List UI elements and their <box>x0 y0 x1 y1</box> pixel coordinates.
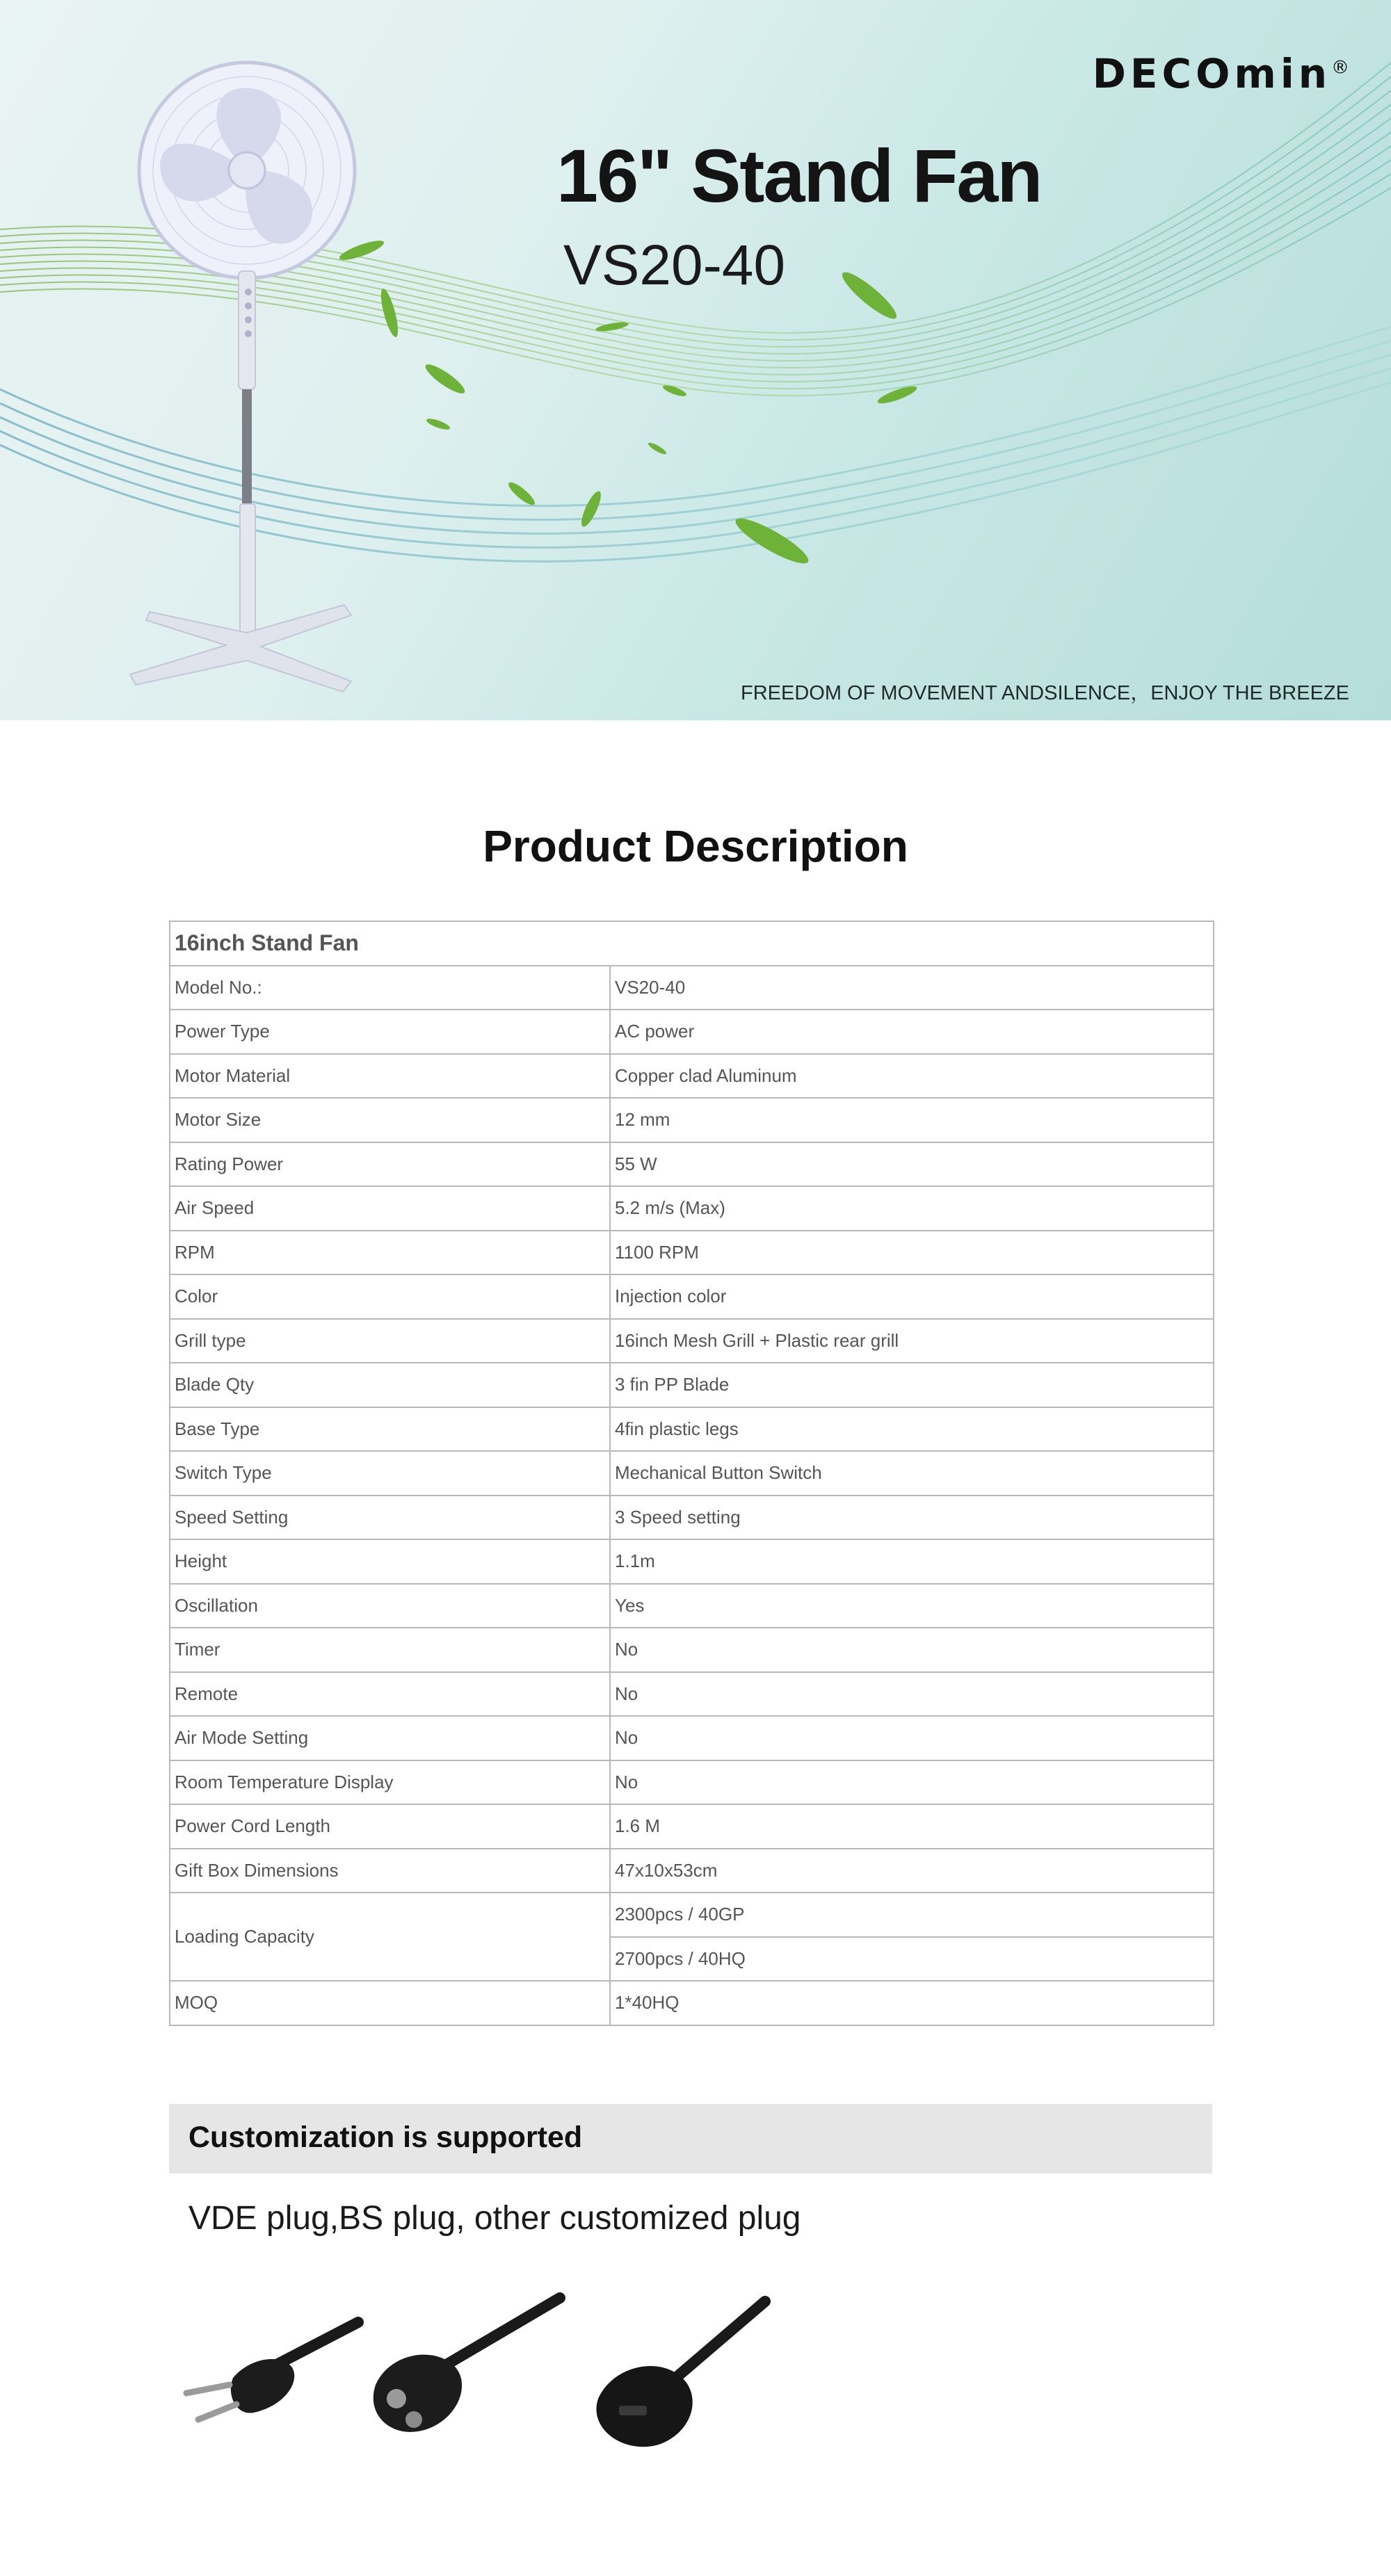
table-row <box>170 1849 1214 1893</box>
schuko-plug-icon <box>373 2298 560 2432</box>
spec-value: 47x10x53cm <box>610 1849 1214 1893</box>
table-row <box>170 1098 1214 1142</box>
spec-value: No <box>610 1760 1214 1805</box>
section-title: Product Description <box>483 821 908 871</box>
spec-label: Grill type <box>170 1319 610 1363</box>
table-row <box>170 1451 1214 1496</box>
customization-banner <box>169 2104 1212 2173</box>
table-row <box>170 1274 1214 1319</box>
table-row <box>170 1407 1214 1452</box>
table-row <box>170 1716 1214 1760</box>
spec-value: 1.6 M <box>610 1804 1214 1849</box>
table-row <box>170 1363 1214 1407</box>
spec-label: Power Type <box>170 1010 610 1054</box>
spec-label: Color <box>170 1274 610 1319</box>
spec-label: Model No.: <box>170 966 610 1010</box>
spec-table <box>169 921 1214 2026</box>
spec-value: No <box>610 1716 1214 1760</box>
spec-label: Base Type <box>170 1407 610 1452</box>
spec-value: Copper clad Aluminum <box>610 1054 1214 1099</box>
spec-value: No <box>610 1628 1214 1672</box>
table-row <box>170 1584 1214 1628</box>
spec-value: 16inch Mesh Grill + Plastic rear grill <box>610 1319 1214 1363</box>
table-row <box>170 1496 1214 1540</box>
spec-label: Blade Qty <box>170 1363 610 1407</box>
table-heading: 16inch Stand Fan <box>170 921 1214 966</box>
spec-label: Loading Capacity <box>170 1893 610 1981</box>
spec-value: 3 Speed setting <box>610 1496 1214 1540</box>
plug-options-text: VDE plug,BS plug, other customized plug <box>188 2200 801 2237</box>
hero-banner <box>0 0 1391 720</box>
table-row <box>170 1672 1214 1717</box>
table-row <box>170 1628 1214 1672</box>
product-title: 16" Stand Fan <box>556 133 1042 218</box>
spec-value: 1.1m <box>610 1539 1214 1584</box>
spec-value: No <box>610 1672 1214 1717</box>
spec-label: Height <box>170 1539 610 1584</box>
spec-label: Room Temperature Display <box>170 1760 610 1805</box>
spec-value: AC power <box>610 1010 1214 1054</box>
spec-label: Speed Setting <box>170 1496 610 1540</box>
table-row <box>170 1804 1214 1849</box>
table-row <box>170 1319 1214 1363</box>
spec-value: 2700pcs / 40HQ <box>610 1937 1214 1982</box>
spec-label: Rating Power <box>170 1142 610 1187</box>
spec-value: 1100 RPM <box>610 1231 1214 1275</box>
product-model: VS20-40 <box>563 234 786 297</box>
table-row <box>170 1893 1214 1937</box>
spec-value: Injection color <box>610 1274 1214 1319</box>
table-row <box>170 1981 1214 2025</box>
spec-value: 5.2 m/s (Max) <box>610 1186 1214 1231</box>
table-row <box>170 1186 1214 1231</box>
spec-value: Yes <box>610 1584 1214 1628</box>
brand-logo: DECOmin® <box>1092 50 1349 97</box>
table-row <box>170 1010 1214 1054</box>
table-row <box>170 1231 1214 1275</box>
table-row <box>170 1054 1214 1099</box>
spec-value: 2300pcs / 40GP <box>610 1893 1214 1937</box>
stand-fan-image <box>122 49 386 702</box>
spec-label: Motor Material <box>170 1054 610 1099</box>
spec-value: 55 W <box>610 1142 1214 1187</box>
spec-label: Switch Type <box>170 1451 610 1496</box>
spec-value: 4fin plastic legs <box>610 1407 1214 1452</box>
hero-slogan: FREEDOM OF MOVEMENT ANDSILENCE，ENJOY THE BREEZE <box>741 682 1349 704</box>
spec-label: Remote <box>170 1672 610 1717</box>
plug-images <box>167 2281 793 2468</box>
uk-plug-icon <box>596 2301 765 2447</box>
table-row <box>170 1142 1214 1187</box>
table-row <box>170 966 1214 1010</box>
customization-title: Customization is supported <box>188 2121 583 2154</box>
euro-plug-icon <box>186 2322 358 2420</box>
spec-value: 3 fin PP Blade <box>610 1363 1214 1407</box>
spec-label: Power Cord Length <box>170 1804 610 1849</box>
spec-label: Air Speed <box>170 1186 610 1231</box>
spec-value: VS20-40 <box>610 966 1214 1010</box>
spec-label: RPM <box>170 1231 610 1275</box>
spec-label: Motor Size <box>170 1098 610 1142</box>
spec-label: Gift Box Dimensions <box>170 1849 610 1893</box>
spec-label: Air Mode Setting <box>170 1716 610 1760</box>
table-heading-row <box>170 921 1214 966</box>
spec-label: MOQ <box>170 1981 610 2025</box>
spec-value: 1*40HQ <box>610 1981 1214 2025</box>
spec-value: Mechanical Button Switch <box>610 1451 1214 1496</box>
spec-value: 12 mm <box>610 1098 1214 1142</box>
spec-label: Oscillation <box>170 1584 610 1628</box>
spec-label: Timer <box>170 1628 610 1672</box>
table-row <box>170 1760 1214 1805</box>
table-row <box>170 1539 1214 1584</box>
